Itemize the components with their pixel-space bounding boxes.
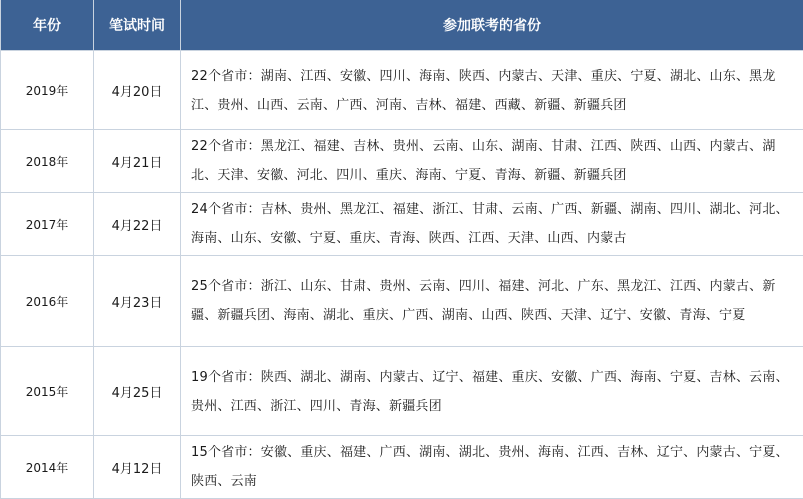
table-row [1,130,803,193]
table-row [1,51,803,130]
cell-provinces: 15个省市：安徽、重庆、福建、广西、湖南、湖北、贵州、海南、江西、吉林、辽宁、内蒙古、宁夏、陕西、云南 [181,436,803,499]
table-row [1,193,803,256]
cell-exam-date: 4月25日 [94,347,181,436]
cell-exam-date: 4月21日 [94,130,181,193]
table-header [1,0,803,51]
cell-exam-date: 4月20日 [94,51,181,130]
table-body [1,51,803,499]
header-year: 年份 [1,0,94,51]
cell-provinces: 22个省市：湖南、江西、安徽、四川、海南、陕西、内蒙古、天津、重庆、宁夏、湖北、山东、黑龙江、贵州、山西、云南、广西、河南、吉林、福建、西藏、新疆、新疆兵团 [181,51,803,130]
cell-year: 2017年 [1,193,94,256]
table-row [1,256,803,347]
cell-year: 2019年 [1,51,94,130]
cell-exam-date: 4月23日 [94,256,181,347]
table-row [1,347,803,436]
cell-provinces: 22个省市：黑龙江、福建、吉林、贵州、云南、山东、湖南、甘肃、江西、陕西、山西、内蒙古、湖北、天津、安徽、河北、四川、重庆、海南、宁夏、青海、新疆、新疆兵团 [181,130,803,193]
cell-provinces: 19个省市：陕西、湖北、湖南、内蒙古、辽宁、福建、重庆、安徽、广西、海南、宁夏、吉林、云南、贵州、江西、浙江、四川、青海、新疆兵团 [181,347,803,436]
cell-year: 2016年 [1,256,94,347]
cell-exam-date: 4月12日 [94,436,181,499]
cell-year: 2015年 [1,347,94,436]
header-exam-date: 笔试时间 [94,0,181,51]
cell-provinces: 24个省市：吉林、贵州、黑龙江、福建、浙江、甘肃、云南、广西、新疆、湖南、四川、湖北、河北、海南、山东、安徽、宁夏、重庆、青海、陕西、江西、天津、山西、内蒙古 [181,193,803,256]
table-row [1,436,803,499]
cell-provinces: 25个省市：浙江、山东、甘肃、贵州、云南、四川、福建、河北、广东、黑龙江、江西、内蒙古、新疆、新疆兵团、海南、湖北、重庆、广西、湖南、山西、陕西、天津、辽宁、安徽、青海、宁夏 [181,256,803,347]
cell-exam-date: 4月22日 [94,193,181,256]
header-provinces: 参加联考的省份 [181,0,803,51]
header-row [1,0,803,51]
cell-year: 2018年 [1,130,94,193]
cell-year: 2014年 [1,436,94,499]
